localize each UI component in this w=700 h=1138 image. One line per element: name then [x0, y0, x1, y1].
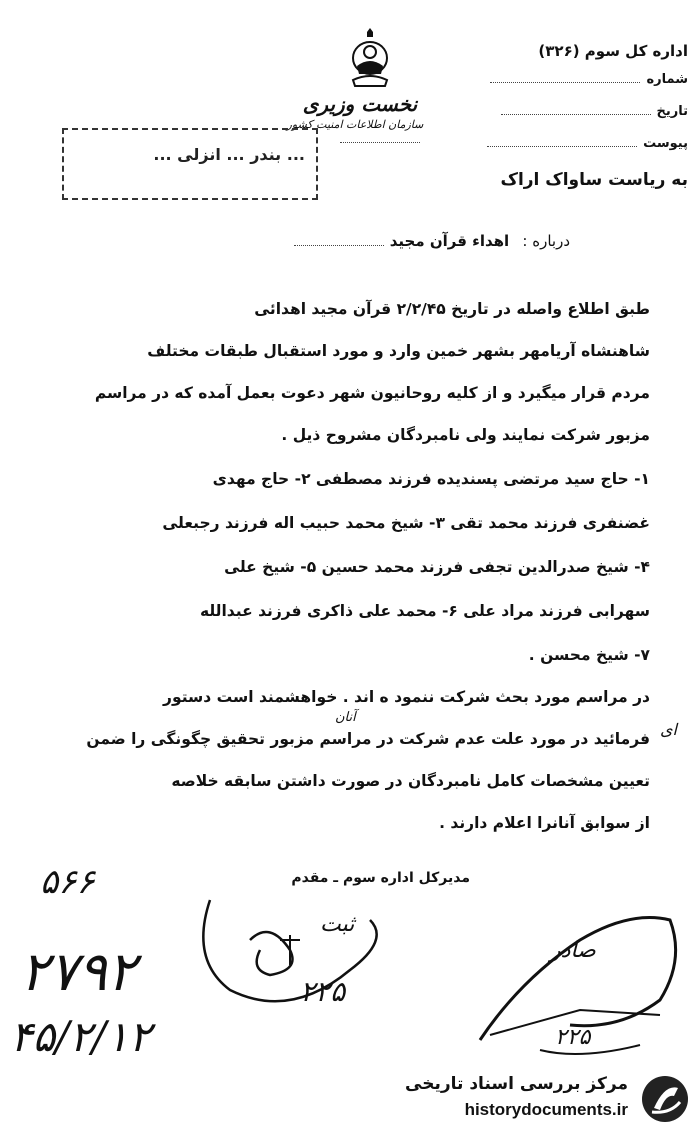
watermark	[400, 1070, 690, 1126]
body-line: مزبور شرکت نمایند ولی نامبردگان مشروح ذیل .	[281, 426, 650, 444]
watermark-text-fa: مرکز بررسی اسناد تاریخی	[405, 1074, 628, 1094]
handwritten-insertion: ای	[660, 720, 677, 739]
signature-scribble-icon	[150, 880, 450, 1040]
enclosure-dotted-line	[487, 146, 637, 147]
subject-text: اهداء قرآن مجید	[389, 232, 510, 250]
number-dotted-line	[490, 82, 640, 83]
enclosure-field	[448, 136, 688, 151]
handwritten-issued-note: صادر	[550, 938, 596, 963]
body-line: ۴- شیخ صدرالدین تجفی فرزند محمد حسین ۵- شیخ علی	[224, 558, 650, 576]
body-line: فرمائید در مورد علت عدم شرکت در مراسم مزبور تحقیق چگونگی را ضمن	[86, 730, 650, 748]
handwritten-registration-number: ۲۷۹۲	[20, 940, 137, 1003]
stamp-box	[62, 128, 318, 200]
date-field	[448, 104, 688, 119]
handwritten-number: ۲۲۵	[300, 975, 346, 1008]
body-line: شاهنشاه آریامهر بشهر خمین وارد و مورد استقبال طبقات مختلف	[147, 342, 650, 360]
organization-title: نخست وزیری	[302, 92, 418, 116]
body-line: سهرابی فرزند مراد علی ۶- محمد علی ذاکری فرزند عبدالله	[199, 602, 650, 620]
organization-underline	[340, 142, 420, 143]
body-line: غضنفری فرزند محمد تقی ۳- شیخ محمد حبیب اله فرزند رجبعلی	[162, 514, 650, 532]
body-line: از سوابق آنانرا اعلام دارند .	[439, 814, 650, 832]
number-label: شماره	[646, 72, 688, 87]
watermark-text-en: historydocuments.ir	[464, 1100, 628, 1119]
date-dotted-line	[501, 114, 651, 115]
handwritten-date: ۴۵/۲/۱۲	[10, 1012, 152, 1061]
body-line: طبق اطلاع واصله در تاریخ ۲/۲/۴۵ قرآن مجید اهدائی	[254, 300, 650, 318]
body-line: در مراسم مورد بحث شرکت ننمود ه اند . خواهشمند است دستور	[163, 688, 650, 706]
stamp-text: ... بندر ... انزلی ...	[153, 145, 305, 164]
organization-name: سازمان اطلاعات امنیت کشور	[286, 118, 424, 131]
body-line: تعیین مشخصات کامل نامبردگان در صورت داشتن سابقه خلاصه	[171, 772, 650, 790]
body-line: ۱- حاج سید مرتضی پسندیده فرزند مصطفی ۲- حاج مهدی	[212, 470, 650, 488]
handwritten-number: ۲۲۵	[555, 1025, 591, 1050]
recipient: به ریاست ساواک اراک	[500, 170, 688, 190]
lion-and-sun-emblem-icon	[345, 28, 395, 90]
date-label: تاریخ	[656, 104, 688, 119]
approval-scribble-icon	[460, 900, 690, 1080]
body-line: ۷- شیخ محسن .	[528, 646, 650, 664]
handwritten-note: ثبت	[320, 912, 355, 937]
office-code: اداره کل سوم (۳۲۶)	[538, 42, 688, 60]
archive-logo-icon	[640, 1074, 690, 1124]
closing-signature-line: مدیرکل اداره سوم ـ مقدم	[291, 870, 470, 886]
body-line: مردم قرار میگیرد و از کلیه روحانیون شهر دعوت بعمل آمده که در مراسم	[94, 384, 650, 402]
enclosure-label: پیوست	[643, 136, 688, 151]
number-field	[448, 72, 688, 87]
subject-line	[210, 232, 570, 250]
subject-label: درباره :	[522, 232, 570, 250]
handwritten-insertion: آنان	[335, 710, 356, 725]
handwritten-number: ۵۶۶	[40, 862, 95, 902]
subject-dotted-line	[294, 245, 384, 246]
